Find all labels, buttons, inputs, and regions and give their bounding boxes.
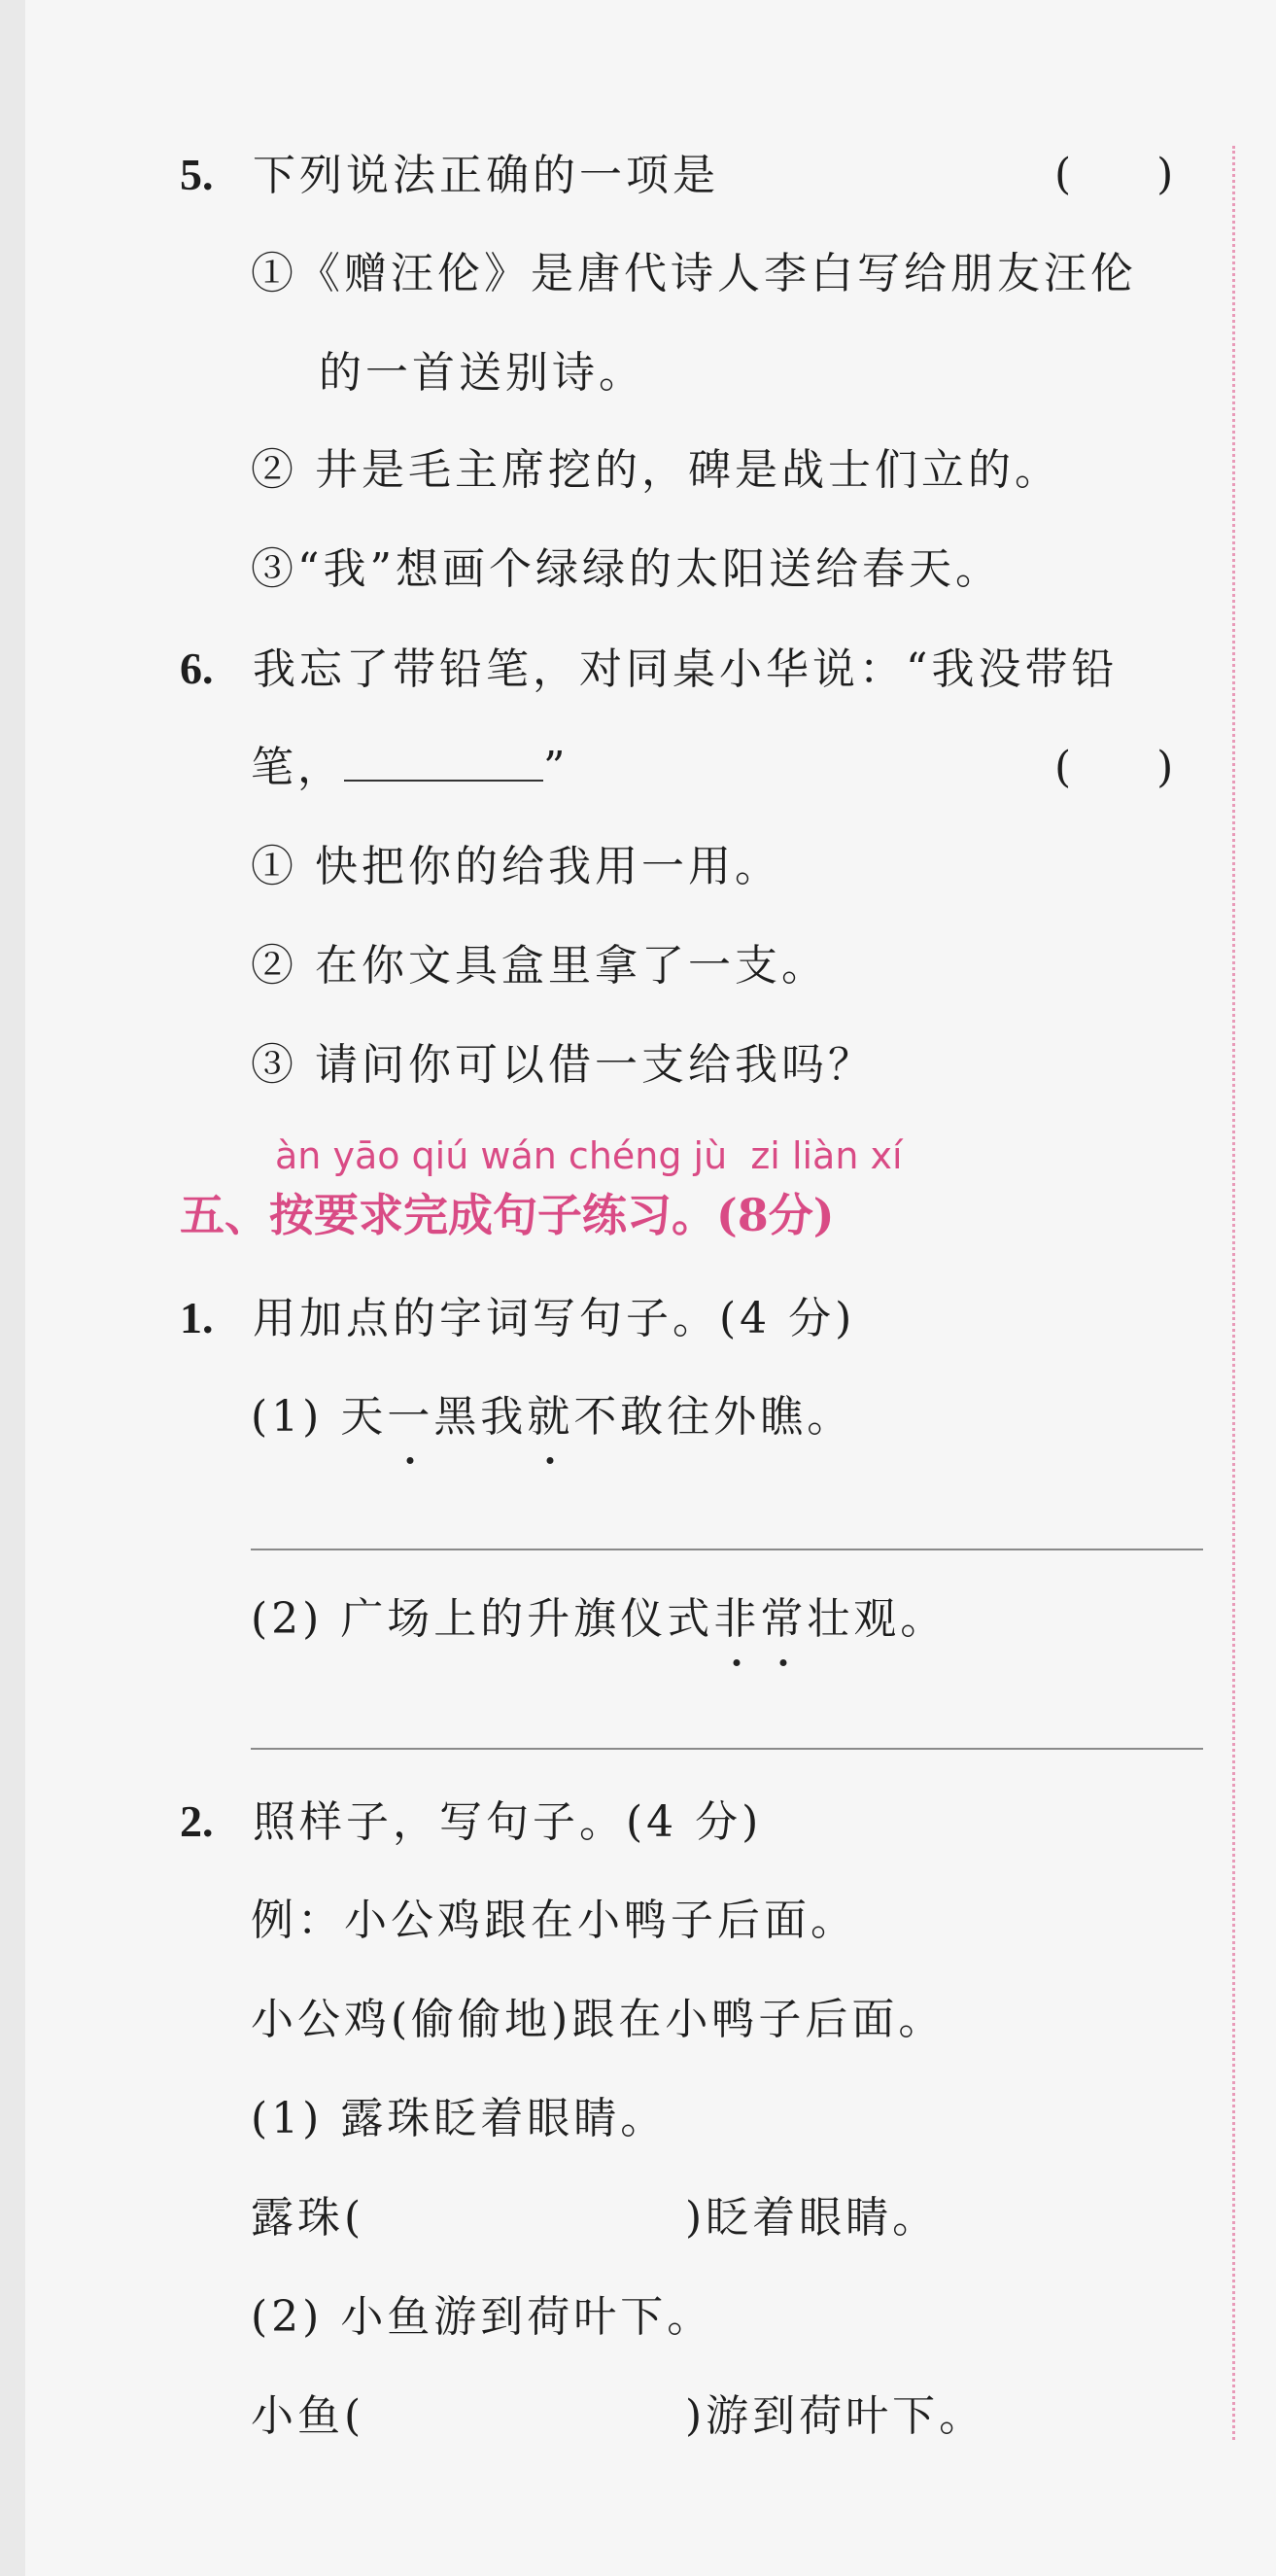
margin-dotted-line: [1232, 146, 1235, 2440]
item-1-fill-blank[interactable]: [369, 2187, 680, 2245]
dotted-char: 就: [527, 1390, 573, 1445]
item-2-sentence: (2) 小鱼游到荷叶下。: [251, 2292, 714, 2342]
closing-quote: ”: [543, 743, 569, 792]
answer-parentheses[interactable]: ( ): [1054, 150, 1174, 199]
question-stem-line-2: [251, 741, 569, 795]
question-number: 5.: [180, 150, 214, 199]
section-title: 五、按要求完成句子练习。(8分): [180, 1189, 835, 1241]
sub-question-2: [180, 1794, 762, 1850]
dotted-char: 一: [387, 1390, 433, 1445]
item-1-sentence: [251, 1390, 853, 1445]
answer-line-1[interactable]: [251, 1549, 1203, 1550]
question-number: 2.: [180, 1796, 214, 1846]
option-1-line-2: 的一首送别诗。: [319, 348, 645, 398]
option-3: ③“我”想画个绿绿的太阳送给春天。: [251, 544, 1002, 594]
dotted-char: 常: [760, 1592, 807, 1647]
option-2: ② 井是毛主席挖的，碑是战士们立的。: [251, 445, 1061, 495]
fill-blank[interactable]: [344, 743, 543, 782]
section-pinyin: àn yāo qiú wán chéng jù zi liàn xí: [275, 1134, 903, 1177]
question-6: [180, 642, 1119, 697]
question-stem: 照样子，写句子。(4 分): [253, 1797, 763, 1847]
option-1: ① 快把你的给我用一用。: [251, 842, 781, 891]
text: 黑我: [433, 1392, 528, 1442]
example-sentence: 例：小公鸡跟在小鸭子后面。: [251, 1896, 857, 1945]
question-stem: 用加点的字词写句子。(4 分): [253, 1294, 856, 1343]
text: (2) 广场上的升旗仪式: [251, 1594, 714, 1644]
question-stem-line-1: 我忘了带铅笔，对同桌小华说：“我没带铅: [253, 644, 1119, 694]
answer-parentheses[interactable]: ( ): [1054, 743, 1174, 792]
option-1-line-1: ①《赠汪伦》是唐代诗人李白写给朋友汪伦: [251, 249, 1137, 298]
text: 不敢往外瞧。: [573, 1392, 854, 1442]
option-2: ② 在你文具盒里拿了一支。: [251, 941, 828, 991]
text: (1) 天: [251, 1392, 388, 1442]
text: 壮观。: [807, 1594, 948, 1644]
dotted-char: 非: [713, 1592, 760, 1647]
item-2-fill-blank[interactable]: [369, 2385, 680, 2444]
page-edge: [0, 0, 25, 2576]
item-1-fill-right: )眨着眼睛。: [685, 2193, 940, 2243]
item-1-fill-left: 露珠(: [251, 2193, 365, 2243]
question-number: 1.: [180, 1293, 214, 1342]
question-number: 6.: [180, 644, 214, 693]
item-2-fill-left: 小鱼(: [251, 2391, 365, 2441]
question-5: [180, 148, 719, 203]
item-2-sentence: [251, 1592, 947, 1647]
item-2-fill-right: )游到荷叶下。: [685, 2391, 986, 2441]
example-answer: 小公鸡(偷偷地)跟在小鸭子后面。: [251, 1995, 946, 2044]
option-3: ③ 请问你可以借一支给我吗？: [251, 1040, 875, 1090]
question-stem: 下列说法正确的一项是: [253, 151, 719, 200]
item-1-sentence: (1) 露珠眨着眼睛。: [251, 2094, 668, 2143]
stem-text: 笔，: [251, 743, 344, 792]
answer-line-2[interactable]: [251, 1748, 1203, 1750]
sub-question-1: [180, 1291, 855, 1346]
